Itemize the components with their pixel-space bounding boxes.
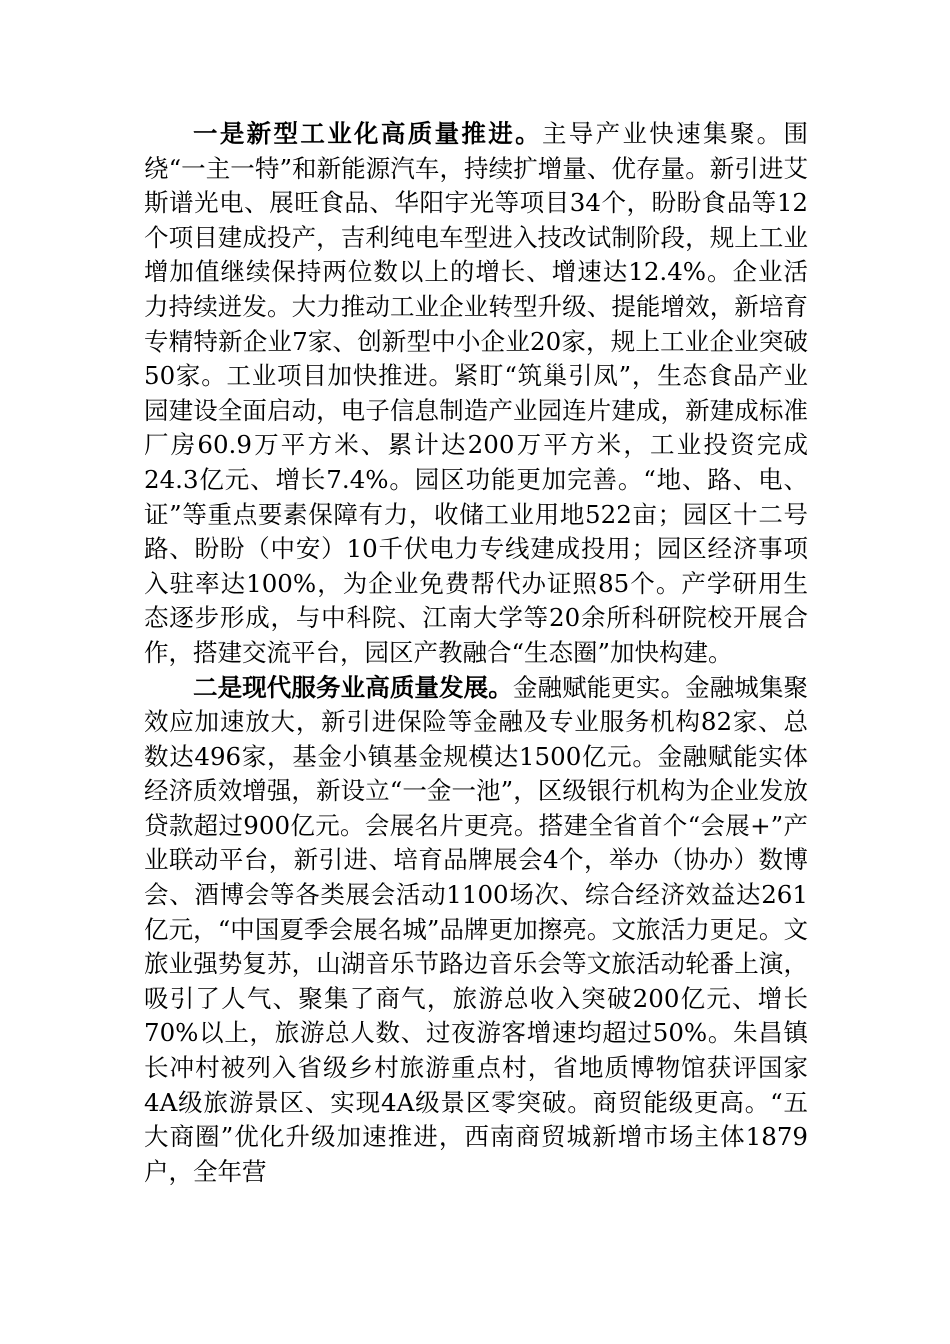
paragraph-lead-heading: 一是新型工业化高质量推进。 [193,119,542,148]
paragraph-lead-heading: 二是现代服务业高质量发展。 [193,672,513,702]
paragraph-body-text: 主导产业快速集聚。围绕“一主一特”和新能源汽车，持续扩增量、优存量。新引进艾斯谱光电、展旺食品、华阳宇光等项目34个，盼盼食品等12个项目建成投产，吉利纯电车型进入技改试制阶段，规上工业增加值继续保持两位数以上的增长、增速达12.4%。企业活力持续迸发。大力推动工业企业转型升级、提能增效，新培育专精特新企业7家、创新型中小企业20家，规上工业企业突破50家。工业项目加快推进。紧盯“筑巢引凤”，生态食品产业园建设全面启动，电子信息制造产业园连片建成，新建成标准厂房60.9万平方米、累计达200万平方米，工业投资完成24.3亿元、增长7.4%。园区功能更加完善。“地、路、电、证”等重点要素保障有力，收储工业用地522亩；园区十二号路、盼盼（中安）10千伏电力专线建成投用；园区经济事项入驻率达100%，为企业免费帮代办证照85个。产学研用生态逐步形成，与中科院、江南大学等20余所科研院校开展合作，搭建交流平台，园区产教融合“生态圈”加快构建。 [144,119,809,667]
paragraph-service-industry [144,671,808,1190]
document-page [144,117,808,1189]
paragraph-industrialization [144,117,808,671]
paragraph-body-text: 金融赋能更实。金融城集聚效应加速放大，新引进保险等金融及专业服务机构82家、总数达496家，基金小镇基金规模达1500亿元。金融赋能实体经济质效增强，新设立“一金一池”，区级银行机构为企业发放贷款超过900亿元。会展名片更亮。搭建全省首个“会展+”产业联动平台，新引进、培育品牌展会4个，举办（协办）数博会、酒博会等各类展会活动1100场次、综合经济效益达261亿元，“中国夏季会展名城”品牌更加擦亮。文旅活力更足。文旅业强势复苏，山湖音乐节路边音乐会等文旅活动轮番上演，吸引了人气、聚集了商气，旅游总收入突破200亿元、增长70%以上，旅游总人数、过夜游客增速均超过50%。朱昌镇长冲村被列入省级乡村旅游重点村，省地质博物馆获评国家4A级旅游景区、实现4A级景区零突破。商贸能级更高。“五大商圈”优化升级加速推进，西南商贸城新增市场主体1879户，全年营 [144,672,809,1186]
